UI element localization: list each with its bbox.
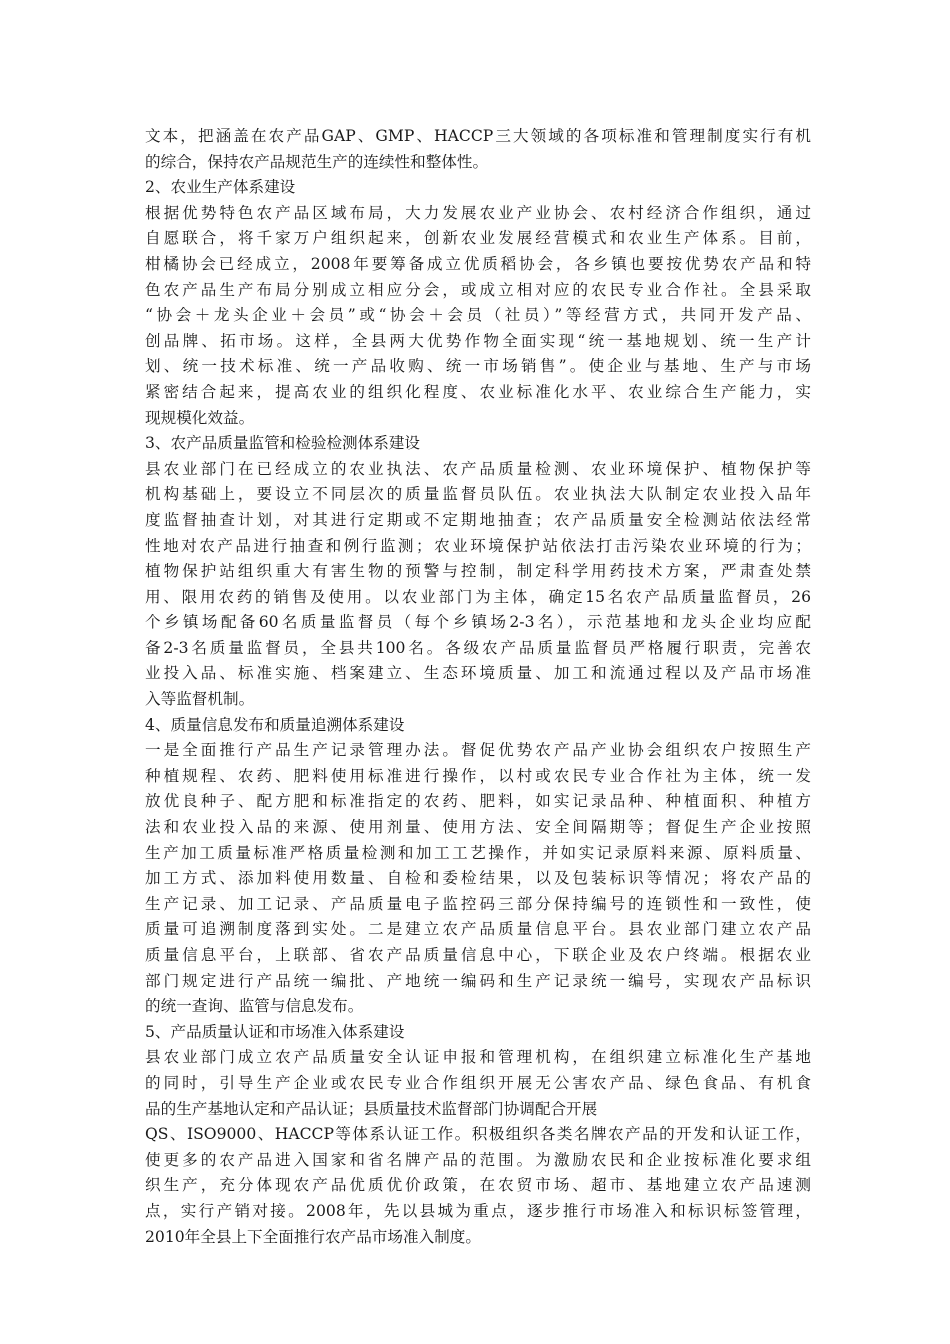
text-line: 2010年全县上下全面推行农产品市场准入制度。 (145, 1227, 481, 1246)
document-body (145, 124, 811, 1250)
text-line: “协会＋龙头企业＋会员”或“协会＋会员（社员）”等经营方式，共同开发产品、 (145, 306, 811, 325)
section-heading: 5、产品质量认证和市场准入体系建设 (145, 1022, 405, 1041)
text-line: 个乡镇场配备60名质量监督员（每个乡镇场2-3名），示范基地和龙头企业均应配 (145, 613, 811, 632)
text-line: 性地对农产品进行抽查和例行监测；农业环境保护站依法打击污染农业环境的行为； (145, 536, 811, 555)
text-line: 用、限用农药的销售及使用。以农业部门为主体，确定15名农产品质量监督员，26 (145, 587, 811, 606)
text-line: 创品牌、拓市场。这样，全县两大优势作物全面实现“统一基地规划、统一生产计 (145, 331, 811, 350)
text-line: 根据优势特色农产品区域布局，大力发展农业产业协会、农村经济合作组织，通过 (145, 203, 811, 222)
text-line: 的统一查询、监管与信息发布。 (145, 997, 364, 1016)
text-line: 文本，把涵盖在农产品GAP、GMP、HACCP三大领域的各项标准和管理制度实行有机 (145, 127, 811, 145)
text-line: 织生产，充分体现农产品优质优价政策，在农贸市场、超市、基地建立农产品速测 (145, 1176, 811, 1195)
text-line: 县农业部门成立农产品质量安全认证申报和管理机构，在组织建立标准化生产基地 (145, 1048, 811, 1067)
text-line: 放优良种子、配方肥和标准指定的农药、肥料，如实记录品种、种植面积、种植方 (145, 792, 811, 811)
text-line: 部门规定进行产品统一编批、产地统一编码和生产记录统一编号，实现农产品标识 (145, 971, 811, 990)
text-line: 自愿联合，将千家万户组织起来，创新农业发展经营模式和农业生产体系。目前， (145, 229, 811, 248)
section-heading: 4、质量信息发布和质量追溯体系建设 (145, 715, 405, 734)
text-line: 植物保护站组织重大有害生物的预警与控制，制定科学用药技术方案，严肃查处禁 (145, 562, 811, 581)
text-line: 法和农业投入品的来源、使用剂量、使用方法、安全间隔期等；督促生产企业按照 (145, 818, 811, 837)
text-line: 入等监督机制。 (145, 690, 255, 709)
text-line: 业投入品、标准实施、档案建立、生态环境质量、加工和流通过程以及产品市场准 (145, 664, 811, 683)
text-line: 一是全面推行产品生产记录管理办法。督促优势农产品产业协会组织农户按照生产 (145, 741, 811, 760)
text-line: 柑橘协会已经成立，2008年要筹备成立优质稻协会，各乡镇也要按优势农产品和特 (145, 254, 811, 273)
text-line: 备2-3名质量监督员，全县共100名。各级农产品质量监督员严格履行职责，完善农 (145, 638, 811, 657)
text-line: 生产记录、加工记录、产品质量电子监控码三部分保持编号的连锁性和一致性，使 (145, 894, 811, 913)
section-heading: 2、农业生产体系建设 (145, 178, 296, 197)
text-line: 机构基础上，要设立不同层次的质量监督员队伍。农业执法大队制定农业投入品年 (145, 485, 811, 504)
text-line: 县农业部门在已经成立的农业执法、农产品质量检测、农业环境保护、植物保护等 (145, 459, 811, 478)
text-line: 质量可追溯制度落到实处。二是建立农产品质量信息平台。县农业部门建立农产品 (145, 920, 811, 939)
section-heading: 3、农产品质量监管和检验检测体系建设 (145, 434, 421, 453)
text-line: 的同时，引导生产企业或农民专业合作组织开展无公害农产品、绿色食品、有机食 (145, 1073, 811, 1092)
text-line: 紧密结合起来，提高农业的组织化程度、农业标准化水平、农业综合生产能力，实 (145, 382, 811, 401)
text-line: 生产加工质量标准严格质量检测和加工工艺操作，并如实记录原料来源、原料质量、 (145, 843, 811, 862)
text-line: QS、ISO9000、HACCP等体系认证工作。积极组织各类名牌农产品的开发和认证工作， (145, 1125, 811, 1144)
text-line: 种植规程、农药、肥料使用标准进行操作，以村或农民专业合作社为主体，统一发 (145, 766, 811, 785)
text-line: 的综合，保持农产品规范生产的连续性和整体性。 (145, 152, 489, 171)
text-line: 加工方式、添加料使用数量、自检和委检结果，以及包装标识等情况；将农产品的 (145, 869, 811, 888)
text-line: 质量信息平台，上联部、省农产品质量信息中心，下联企业及农户终端。根据农业 (145, 946, 811, 964)
text-line: 现规模化效益。 (145, 408, 255, 427)
text-line: 使更多的农产品进入国家和省名牌产品的范围。为激励农民和企业按标准化要求组 (145, 1150, 811, 1169)
text-line: 度监督抽查计划，对其进行定期或不定期地抽查；农产品质量安全检测站依法经常 (145, 510, 811, 529)
text-line: 色农产品生产布局分别成立相应分会，或成立相对应的农民专业合作社。全县采取 (145, 280, 811, 299)
text-line: 品的生产基地认定和产品认证；县质量技术监督部门协调配合开展 (145, 1099, 598, 1118)
text-line: 划、统一技术标准、统一产品收购、统一市场销售”。使企业与基地、生产与市场 (145, 357, 811, 376)
text-line: 点，实行产销对接。2008年，先以县城为重点，逐步推行市场准入和标识标签管理， (145, 1201, 811, 1220)
